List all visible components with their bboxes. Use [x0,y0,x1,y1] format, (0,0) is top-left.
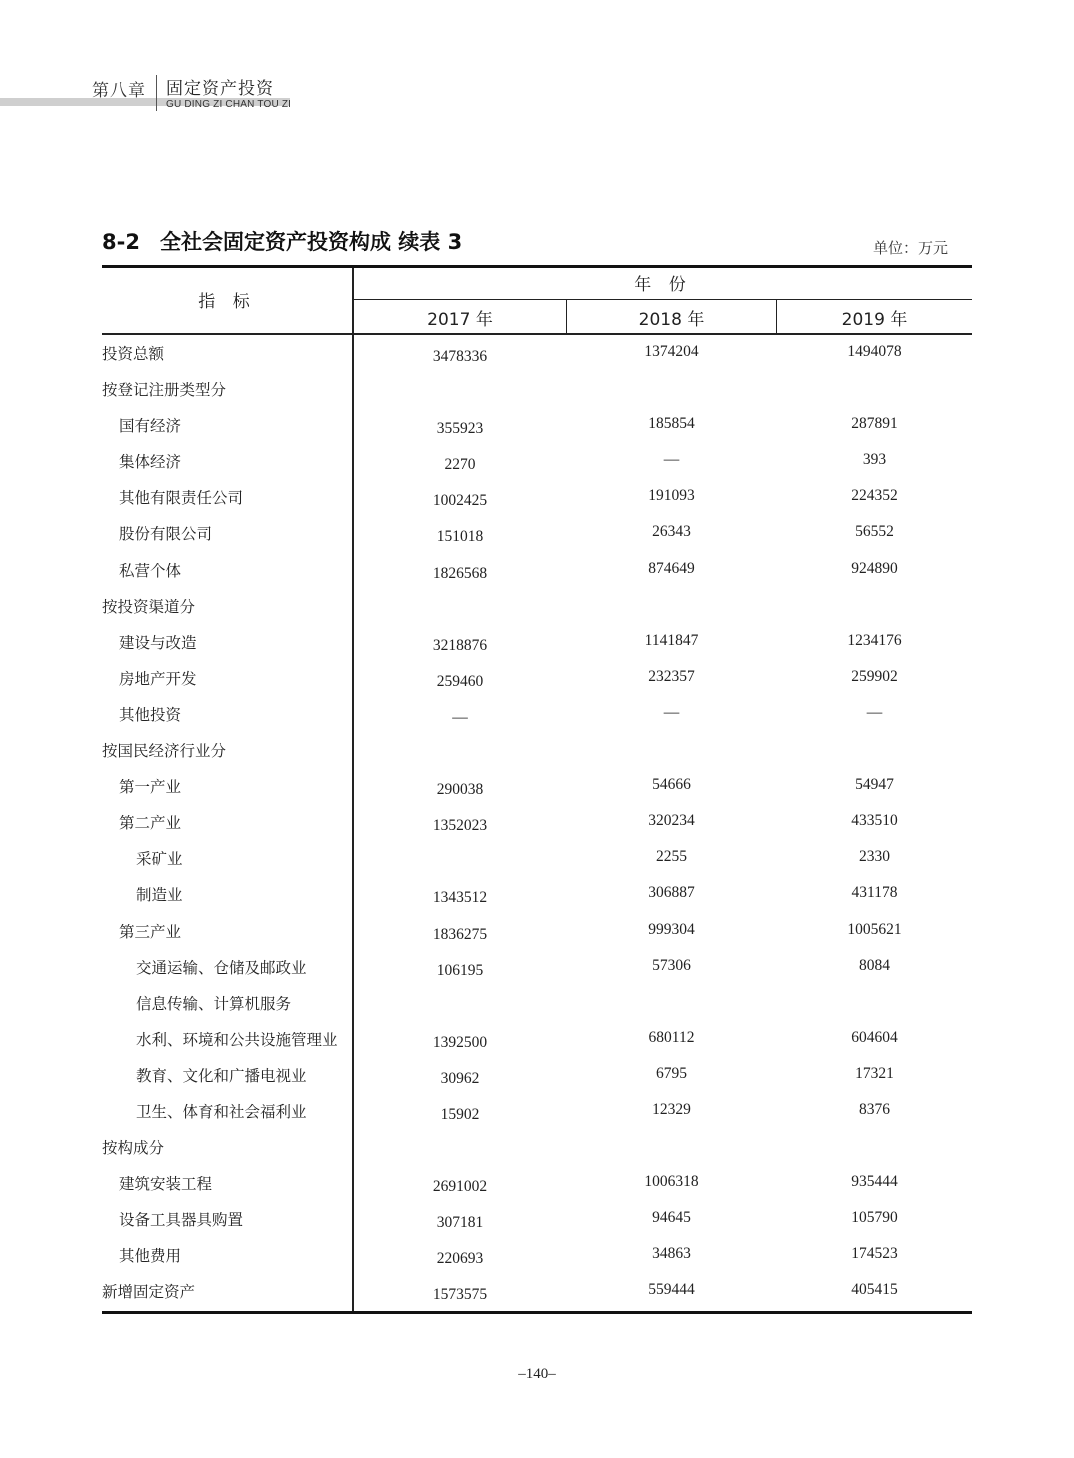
table-row [102,1166,972,1202]
row-label: 建设与改造 [119,633,197,652]
table-row [102,661,972,697]
year-group-header: 年 份 [634,275,692,295]
table-row [102,1238,972,1274]
cell-value: 220693 [436,1250,484,1268]
year-header-2019: 2019 年 [841,310,908,330]
cell-value: 224352 [851,487,898,505]
row-label: 股份有限公司 [119,525,213,544]
year-header-2017: 2017 年 [427,310,493,330]
cell-value: 1005621 [847,920,902,938]
cell-value: 259902 [851,667,898,685]
table-row [102,1094,972,1130]
cell-value: 8084 [859,956,890,974]
row-label: 按投资渠道分 [102,597,196,616]
table-number: 8-2 [102,230,140,254]
chapter-pinyin: GU DING ZI CHAN TOU ZI [166,99,292,110]
cell-value: — [663,703,680,721]
cell-value: 287891 [851,415,898,433]
cell-value: 54666 [652,776,691,794]
cell-value: 559444 [648,1281,695,1299]
row-label: 建筑安装工程 [119,1175,213,1194]
table-row [102,1058,972,1094]
table-row [102,1202,972,1238]
header-divider [156,75,157,111]
cell-value: 320234 [648,812,695,830]
table-row [102,950,972,986]
row-label: 其他投资 [119,705,182,724]
table-row [102,372,972,408]
row-label: 集体经济 [119,453,182,472]
cell-value: 191093 [648,487,695,505]
table-row [102,1022,972,1058]
cell-value: 17321 [855,1064,894,1082]
table-row [102,986,972,1022]
cell-value: — [663,451,680,469]
table-title-text: 全社会固定资产投资构成 续表 3 [159,230,463,254]
cell-value: 259460 [436,672,484,690]
cell-value: 1374204 [644,343,699,360]
cell-value: 1836275 [432,925,488,943]
row-label: 房地产开发 [119,669,197,688]
cell-value: 1494078 [847,343,902,360]
cell-value: 1006318 [644,1173,699,1191]
row-label: 其他费用 [119,1247,182,1266]
cell-value: 106195 [436,961,484,979]
cell-value: 26343 [652,523,691,541]
table-body [102,336,972,1311]
cell-value: 306887 [648,884,695,902]
cell-value: 2255 [656,848,687,866]
row-label: 国有经济 [119,417,182,436]
cell-value: 1343512 [432,889,488,907]
table-row [102,516,972,552]
row-label: 第三产业 [119,922,182,941]
page-number: –140– [518,1366,556,1382]
table-row [102,408,972,444]
table-row [102,553,972,589]
cell-value: 6795 [656,1064,687,1082]
cell-value: 874649 [648,559,695,577]
row-label: 按登记注册类型分 [102,381,227,400]
cell-value: 15902 [440,1105,480,1123]
chapter-header [0,70,1074,115]
table-row [102,914,972,950]
table-row [102,733,972,769]
cell-value: 2270 [444,456,476,474]
row-label: 其他有限责任公司 [119,489,244,508]
row-label: 采矿业 [136,850,183,869]
cell-value: 174523 [851,1245,898,1263]
cell-value: 3218876 [432,636,488,654]
cell-value: 1141847 [644,631,699,649]
row-label: 设备工具器具购置 [119,1211,244,1230]
indicator-header: 指 标 [198,292,256,312]
cell-value: 3478336 [432,348,488,365]
cell-value: 1352023 [432,817,488,835]
row-label: 交通运输、仓储及邮政业 [136,958,307,977]
cell-value: 56552 [855,523,894,541]
cell-value: 2691002 [432,1178,488,1196]
cell-value: 935444 [851,1173,898,1191]
cell-value: 604604 [851,1028,898,1046]
row-label: 教育、文化和广播电视业 [136,1066,307,1085]
row-label: 按国民经济行业分 [102,742,227,761]
cell-value: 1392500 [432,1033,488,1051]
chapter-title: 固定资产投资 [166,79,274,99]
cell-value: 1573575 [432,1286,488,1304]
row-label: 私营个体 [119,561,182,580]
cell-value: 1826568 [432,564,488,582]
table-row [102,480,972,516]
cell-value: 1234176 [847,631,902,649]
table-row [102,805,972,841]
cell-value: 433510 [851,812,898,830]
cell-value: 307181 [436,1214,484,1232]
table-row [102,336,972,372]
year-header-2018: 2018 年 [638,310,705,330]
cell-value: 30962 [440,1069,480,1087]
row-label: 投资总额 [102,345,165,363]
cell-value: 405415 [851,1281,898,1299]
top-rule [102,265,972,268]
cell-value: 151018 [436,528,484,546]
cell-value: 1002425 [432,492,488,510]
cell-value: 232357 [648,667,695,685]
row-label: 水利、环境和公共设施管理业 [136,1030,338,1049]
bottom-rule [102,1311,972,1314]
table-row [102,1130,972,1166]
cell-value: 355923 [436,420,484,438]
cell-value: — [452,708,468,726]
cell-value: 105790 [851,1209,898,1227]
cell-value: 12329 [652,1100,691,1118]
cell-value: 999304 [648,920,695,938]
row-label: 信息传输、计算机服务 [136,994,292,1013]
table-row [102,769,972,805]
table-row [102,877,972,913]
table-row [102,625,972,661]
table-title [102,226,462,256]
cell-value: 680112 [648,1028,695,1046]
cell-value: 57306 [652,956,691,974]
cell-value: 2330 [859,848,890,866]
cell-value: 924890 [851,559,898,577]
cell-value: 393 [862,451,887,469]
cell-value: 34863 [652,1245,691,1263]
table-row [102,697,972,733]
table-row [102,841,972,877]
cell-value: 185854 [648,415,695,433]
row-label: 第二产业 [119,814,182,833]
year-group-rule [352,299,972,300]
cell-value: — [866,703,883,721]
chapter-badge: 第八章 [92,81,146,101]
unit-label: 单位：万元 [873,239,949,257]
table-row [102,444,972,480]
cell-value: 8376 [859,1100,890,1118]
row-label: 按构成分 [102,1139,165,1158]
cell-value: 94645 [652,1209,691,1227]
row-label: 第一产业 [119,778,182,797]
cell-value: 54947 [855,776,894,794]
cell-value: 290038 [436,781,484,799]
table-row [102,589,972,625]
row-label: 制造业 [136,886,183,905]
table-row [102,1274,972,1310]
row-label: 卫生、体育和社会福利业 [136,1102,307,1121]
cell-value: 431178 [851,884,898,902]
header-rule [102,333,972,335]
row-label: 新增固定资产 [102,1283,196,1302]
